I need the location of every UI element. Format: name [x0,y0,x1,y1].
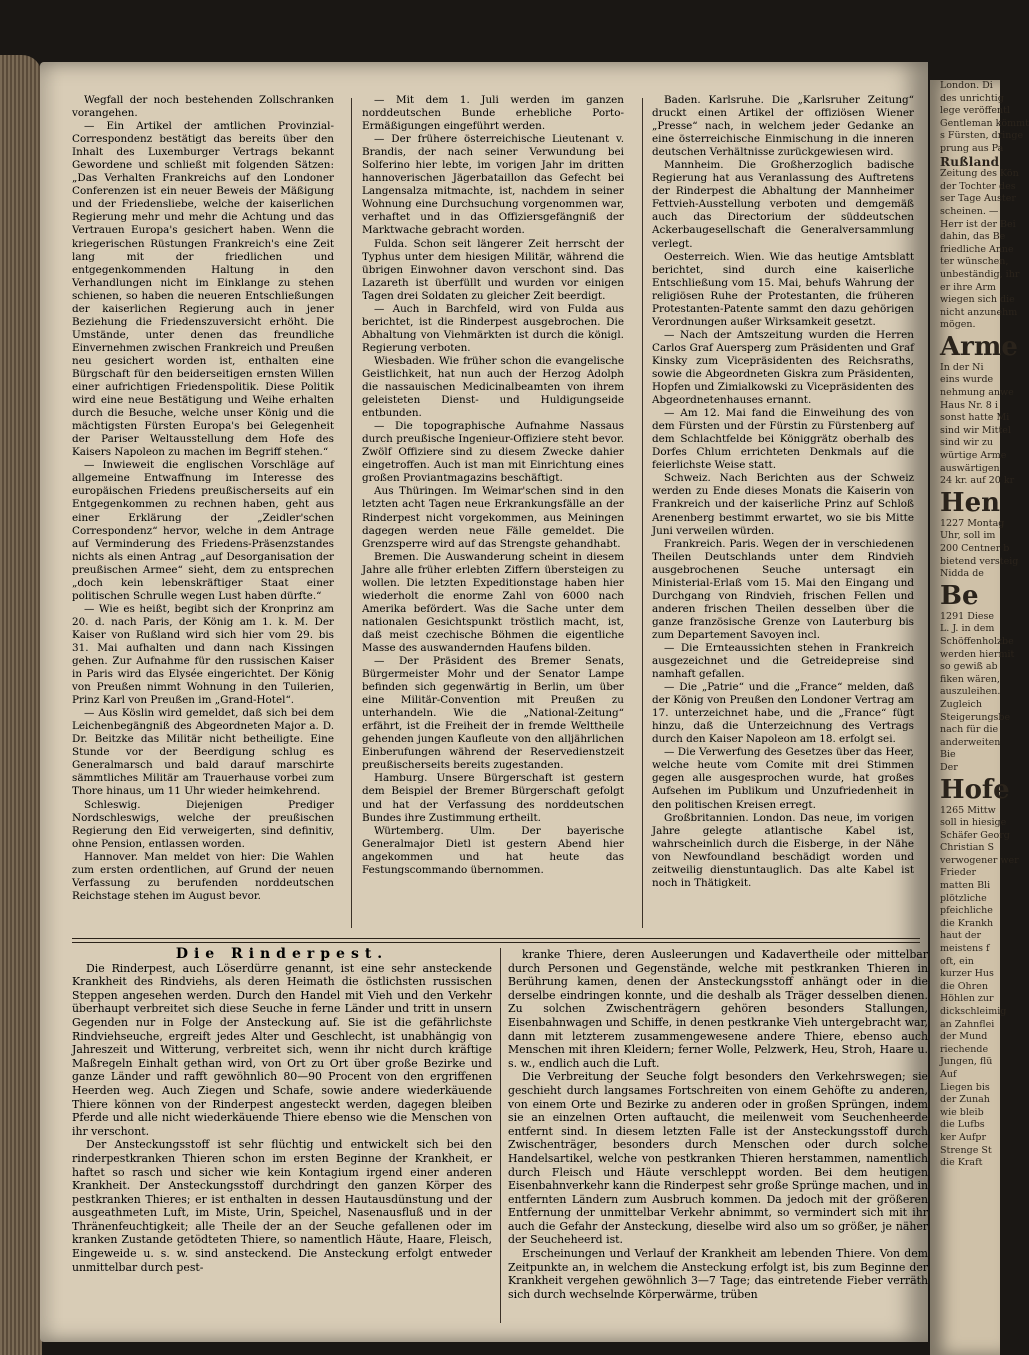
fragment-line: der Zunah [940,1094,990,1106]
fragment-line: Schöffenholzbe [940,635,1014,647]
paragraph: Fulda. Schon seit längerer Zeit herrscht der Typhus unter dem hiesigen Militär, während die übrigen Einwohner davon verschont sind. Das Lazareth ist überfüllt und wurden vor einigen Tagen drei Soldaten zu gleicher Zeit beerdigt. [362,237,624,302]
fragment-line: ter wünschen, [940,256,1009,268]
fragment-line: friedliche Anne [940,243,1014,255]
fragment-line: so gewiß ab [940,661,998,673]
fragment-line: Hen [940,487,1001,518]
fragment-line: Uhr, soll im [940,530,996,542]
fragment-line: bietend versteig [940,555,1019,567]
fragment-line: Haus Nr. 8 i [940,399,998,411]
column-3 [652,94,914,934]
paragraph: — Die Ernteaussichten stehen in Frankreich ausgezeichnet und die Getreidepreise sind namhaft gefallen. [652,641,914,681]
paragraph: — Die Verwerfung des Gesetzes über das Heer, welche heute vom Comite mit drei Stimmen gegen alle ausgesprochen wurde, hat großes Aufsehen im Publikum und Unzufriedenheit in den politischen Kreisen erregt. [652,746,914,811]
fragment-line: Liegen bis [940,1081,990,1093]
fragment-line: Nidda de [940,568,984,580]
feature-article [72,946,928,1328]
fragment-line: sind wir Mittel [940,424,1011,436]
fragment-line: werden hiermit [940,648,1015,660]
fragment-line: die Ohren [940,980,988,992]
fragment-line: dahin, das Be [940,231,1006,243]
fragment-line: Zeitung des Kön [940,168,1019,180]
fragment-line: Frieder [940,867,977,879]
fragment-line: 1291 Diese [940,610,994,622]
paragraph: Frankreich. Paris. Wegen der in verschiedenen Theilen Deutschlands unter dem Rindvieh ausgebrochenen Seuche untersagt ein Ministerial-Erlaß vom 15. Mai den Eingang und Durchgang von Rindvieh, frischen Fellen und anderen frischen Theilen desselben über die ganze französische Grenze von Lauterburg bis zum Departement Savoyen incl. [652,537,914,641]
fragment-line: die Lufbs [940,1119,985,1131]
fragment-line: mögen. [940,319,976,331]
fragment-line: prung aus Pa [940,142,1004,154]
paragraph: — Mit dem 1. Juli werden im ganzen norddeutschen Bunde erhebliche Porto-Ermäßigungen eingeführt werden. [362,94,624,133]
column-rule [500,948,501,1323]
fragment-line: Herr ist der Bei [940,218,1016,230]
fragment-line: 200 Centner b [940,543,1010,554]
paragraph: Wiesbaden. Wie früher schon die evangelische Geistlichkeit, hat nun auch der Herzog Adolph die nassauischen Medicinalbeamten von ihrem geleisteten Dienst- und Huldigungseide entbunden. [362,354,624,420]
fragment-line: Gentleman kömmt [940,117,1029,129]
fragment-line: matten Bli [940,880,991,892]
paragraph: Die Rinderpest, auch Löserdürre genannt, ist eine sehr ansteckende Krankheit des Rindviehs, als deren Heimath die östlichsten russischen Steppen angesehen werden. Durch den Handel mit Vieh und den Verkehr überhaupt verbreitet sich diese Seuche in ferne Länder und tritt in unsern Gegenden nur in Folge der Ansteckung auf. Sie ist die gefährlichste Rindviehseuche, ergreift jedes Alter und Geschlecht, ist unabhängig von Jahreszeit und Witterung, verbreitet sich, wenn ihr nicht durch kräftige Maßregeln Einhalt gethan wird, von Ort zu Ort über große Bezirke und ganze Länder und rafft gewöhnlich 80—90 Procent von den ergriffenen Heerden weg. Auch Ziegen und Schafe, sowie andere wiederkäuende Thiere können von der Rinderpest angesteckt werden, dagegen bleiben Pferde und alle nicht wiederkäuende Thiere ebenso wie die Menschen von ihr verschont. [72,961,492,1138]
fragment-line: Christian S [940,842,995,854]
fragment-line: pfeichliche [940,905,993,917]
fragment-line: 1227 Montag [940,517,1005,529]
fragment-line: kurzer Hus [940,968,994,980]
column-1 [72,94,334,934]
column-2 [362,94,624,934]
fragment-line: nehmung anwe [940,387,1014,399]
column-rule [351,98,352,928]
paragraph: Hannover. Man meldet von hier: Die Wahlen zum ersten ordentlichen, auf Grund der neuen Verfassung zu berufenden norddeutschen Reichstage stehen im August bevor. [72,850,334,902]
fragment-line: dickschleimig [940,1006,1007,1017]
feature-left-column [72,948,492,1328]
fragment-line: oft, ein [940,955,974,967]
fragment-line: 1265 Mittw [940,804,996,816]
paragraph: — Ein Artikel der amtlichen Provinzial-Correspondenz bestätigt das bereits über den Inhalt des Luxemburger Vertrags bekannt Gewordene und schließt mit folgenden Sätzen: „Das Verhalten Frankreichs auf den Londoner Conferenzen ist ein neuer Beweis der Mäßigung und der Friedensliebe, welche der kaiserlichen Regierung mehr und mehr die Achtung und das Vertrauen Europa's gesichert haben. Wenn die kriegerischen Rüstungen Frankreich's eine Zeit lang mit der friedlichen und entgegenkommenden Haltung in den Verhandlungen nicht im Einklange zu stehen schienen, so haben die neueren Entschließungen der kaiserlichen Regierung auch in jener Beziehung die Friedenszuversicht erhöht. Die Umstände, unter denen das freundliche Einvernehmen zwischen Frankreich und Preußen neu gesichert worden ist, enthalten eine Bürgschaft für den beiderseitigen ernsten Willen einer aufrichtigen Friedenspolitik. Diese Politik wird eine neue Bestätigung und Weihe erhalten durch die Besuche, welche unser König und die mächtigsten Fürsten Europa's bei Gelegenheit der Pariser Weltausstellung dem Hofe des Kaisers Napoleon zu machen im Begriff stehen.“ [72,120,334,459]
fragment-line: In der Ni [940,361,984,373]
fragment-line: unbeständig, ihr [940,268,1020,280]
fragment-line: meistens f [940,943,990,955]
paragraph: — Am 12. Mai fand die Einweihung des von dem Fürsten und der Fürstin zu Fürstenberg auf dem Schlachtfelde bei Königgrätz oberhalb des Dorfes Chlum errichteten Denkmals auf die feierlichste Weise statt. [652,407,914,472]
paragraph: Der Ansteckungsstoff ist sehr flüchtig und entwickelt sich bei den rinderpestkranken Thieren schon im ersten Beginne der Krankheit, er haftet so rasch und sicher wie kein Kontagium irgend einer anderen Krankheit. Der Ansteckungsstoff durchdringt den ganzen Körper des pestkranken Thieres; er ist enthalten in dessen Hautausdünstung und der ausgeathmeten Luft, im Miste, Urin, Speichel, Nasenausfluß und in der Thränenfeuchtigkeit; alle Theile der an der Seuche gefallenen oder im kranken Zustande getödteten Thiere, so namentlich Häute, Haare, Fleisch, Eingeweide u. s. w. sind ansteckend. Die Ansteckung erfolgt entweder unmittelbar durch pest- [72,1138,492,1274]
paragraph: Schleswig. Diejenigen Prediger Nordschleswigs, welche der preußischen Regierung den Eid verweigerten, sind definitiv, ohne Pension, entlassen worden. [72,798,334,850]
fragment-line: Bie [940,749,956,761]
fragment-line: fiken wären, [940,673,1000,685]
fragment-line: an Zahnflei [940,1018,995,1030]
fragment-line: des unrichtig [940,92,1004,104]
adjacent-page-fragment [930,80,1029,1355]
fragment-line: soll in hiesige [940,817,1007,829]
fragment-line: Strenge St [940,1144,992,1156]
paragraph: Mannheim. Die Großherzoglich badische Regierung hat aus Veranlassung des Auftretens der Rinderpest die Abhaltung der Mannheimer Fettvieh-Ausstellung verboten und demgemäß auch das Directorium der süddeutschen Ackerbaugesellschaft die Generalversammlung verlegt. [652,159,914,250]
fragment-line: Steigerungsbe [940,711,1011,723]
fragment-line: Der [940,761,958,773]
paragraph: — Die topographische Aufnahme Nassaus durch preußische Ingenieur-Offiziere steht bevor. Zwölf Offiziere sind zu diesem Zwecke dahier eingetroffen. Auch ist man mit Einrichtung eines großen Proviantmagazins beschäftigt. [362,420,624,485]
fragment-line: s Fürsten, dringe [940,130,1024,142]
paragraph: Wegfall der noch bestehenden Zollschranken vorangehen. [72,94,334,120]
fragment-line: wiegen sich die [940,294,1015,306]
fragment-line: L. J. in dem [940,623,995,635]
fragment-line: riechende [940,1043,989,1055]
fragment-line: nach für die [940,724,999,736]
fragment-line: Be [940,580,979,611]
fragment-line: eins wurde [940,374,994,386]
fragment-line: Jungen, flü [940,1056,993,1068]
fragment-line: der Tochter des [940,180,1016,192]
fragment-line: nicht anzunehm [940,306,1018,318]
fragment-line: 24 kr. auf 20 kr [940,475,1015,487]
paragraph: — Aus Köslin wird gemeldet, daß sich bei dem Leichenbegängniß des Abgeordneten Major a. D. Dr. Beitzke das Militär nicht betheiligte. Eine Stunde vor der Beerdigung schlug es Generalmarsch und bald darauf marschirte sämmtliches Militär am Trauerhause vorbei zum Thore hinaus, um 11 Uhr wieder heimkehrend. [72,707,334,798]
paragraph: — Wie es heißt, begibt sich der Kronprinz am 20. d. nach Paris, der König am 1. k. M. Der Kaiser von Rußland wird sich hier vom 29. bis 31. Mai aufhalten und dann nach Kissingen gehen. Zur Aufnahme für den russischen Kaiser in Paris wird das Elysée eingerichtet. Der König von Preußen nimmt Wohnung in den Tuilerien, Prinz Karl von Preußen im „Grand-Hotel“. [72,602,334,707]
fragment-line: wie bleib [940,1106,984,1118]
fragment-line: Höhlen zur [940,993,994,1005]
paragraph: Die Verbreitung der Seuche folgt besonders den Verkehrswegen; sie geschieht durch langsames Fortschreiten von einem Gehöfte zu anderen, von einem Orte und Bezirke zu anderen oder in großen Sprüngen, indem sie an einzelnen Orten auftaucht, die meilenweit vom Seuchenheerde entfernt sind. In diesem letzten Falle ist der Ansteckungsstoff durch Zwischenträger, besonders durch Menschen oder durch solche Handelsartikel, welche von pestkranken Thieren herstammen, namentlich durch Fleisch und Häute verschleppt worden. Bei dem heutigen Eisenbahnverkehr kann die Rinderpest sehr große Sprünge machen, und in entfernten Ländern zum Ausbruch kommen. Da jedoch mit der größeren Entfernung der unmittelbar Verkehr abnimmt, so vermindert sich mit ihr auch die Gefahr der Ansteckung, dieselbe wird also um so größer, je näher der Seucheheerd ist. [508,1070,928,1247]
fragment-line: er ihre Arm [940,281,996,293]
paragraph: Baden. Karlsruhe. Die „Karlsruher Zeitung“ druckt einen Artikel der offiziösen Wiener „Presse“ nach, in welchem jeder Gedanke an eine österreichische Einmischung in die inneren deutschen Verhältnisse zurückgewiesen wird. [652,94,914,159]
fragment-line: auszuleihen. [940,686,1001,698]
paragraph: — Nach der Amtszeitung wurden die Herren Carlos Graf Auersperg zum Präsidenten und Graf Kinsky zum Vicepräsidenten des Reichsraths, sowie die Abgeordneten Giskra zum Präsidenten, Hopfen und Zimialkowski zu Vicepräsidenten des Abgeordnetenhauses ernannt. [652,328,914,407]
fragment-line: auswärtigen [940,462,1000,474]
column-rule [642,98,643,928]
fragment-line: haut der [940,930,981,942]
paragraph: Oesterreich. Wien. Wie das heutige Amtsblatt berichtet, sind durch eine kaiserliche Entschließung vom 15. Mai, behufs Wahrung der religiösen Ruhe der Protestanten, die früheren Protestanten-Patente sammt den dazu gehörigen Verordnungen außer Wirksamkeit gesetzt. [652,250,914,328]
fragment-line: die Krankh [940,917,994,929]
paragraph: — Die „Patrie“ und die „France“ melden, daß der König von Preußen den Londoner Vertrag am 17. unterzeichnet habe, und die „France“ fügt hinzu, daß die Unterzeichnung des Vertrags durch den Kaiser Napoleon am 18. erfolgt sei. [652,681,914,746]
paragraph: Hamburg. Unsere Bürgerschaft ist gestern dem Beispiel der Bremer Bürgerschaft gefolgt und hat der Verfassung des norddeutschen Bundes ihre Zustimmung ertheilt. [362,772,624,824]
paragraph: — Der Präsident des Bremer Senats, Bürgermeister Mohr und der Senator Lampe befinden sich gegenwärtig in Berlin, um über eine Militär-Convention mit Preußen zu unterhandeln. Wie die „National-Zeitung“ erfährt, ist die Freiheit der in fremde Welttheile gehenden jungen Kaufleute von den alljährlichen Einberufungen während der Reservedienstzeit preußischerseits bereits zugestanden. [362,655,624,772]
fragment-line: Hofe [940,774,1010,805]
article-title: Die Rinderpest. [175,946,389,962]
fragment-line: der Mund [940,1031,988,1043]
fragment-line: sonst hatte Mi [940,412,1010,424]
paragraph: — Auch in Barchfeld, wird von Fulda aus berichtet, ist die Rinderpest ausgebrochen. Die Abhaltung von Viehmärkten ist durch die königl. Regierung verboten. [362,302,624,354]
paragraph: — Inwieweit die englischen Vorschläge auf allgemeine Entwaffnung im Interesse des europäischen Friedens preußischerseits auf ein Entgegenkommen zu rechnen haben, geht aus einer Erklärung der „Zeidler'schen Correspondenz“ hervor, welche in dem Antrage auf Verminderung des Friedens-Präsenzstandes nichts als einen Antrag „auf Desorganisation der preußischen Armee“ sieht, dem zu entsprechen „doch kein lebenskräftiger Staat einer politischen Schrulle wegen Lust haben dürfte.“ [72,459,334,602]
paragraph: Bremen. Die Auswanderung scheint in diesem Jahre alle früher erlebten Ziffern übersteigen zu wollen. Die letzten Expeditionstage haben hier wiederholt die enorme Zahl von 6000 nach Amerika befördert. Was die Sache unter dem nationalen Gesichtspunkt tröstlich macht, ist, daß meist czechische Böhmen die eigentliche Masse des auswandernden Haufens bilden. [362,550,624,654]
fragment-line: London. Di [940,80,993,91]
fragment-line: Auf [940,1068,957,1080]
fragment-line: plötzliche [940,892,987,904]
fragment-line: ker Aufpr [940,1131,987,1143]
book-edge [0,55,42,1355]
paragraph: — Der frühere österreichische Lieutenant v. Brandis, der nach seiner Verwundung bei Solferino hier lebte, im vorigen Jahr im dritten hannoverischen Jägerbataillon das Gefecht bei Langensalza mitmachte, ist, nachdem in seiner Wohnung eine Durchsuchung vorgenommen war, verhaftet und in das Offiziersgefängniß der Marktwache gebracht worden. [362,133,624,237]
news-columns [72,94,920,934]
fragment-line: anderweiten [940,736,1001,748]
section-divider [72,938,920,943]
fragment-line: scheinen. — [940,205,999,217]
paragraph: kranke Thiere, deren Ausleerungen und Kadavertheile oder mittelbar durch Personen und Gegenstände, welche mit pestkranken Thieren in Berührung kamen, denen der Ansteckungsstoff anhängt oder in die derselbe eindringen konnte, und die deshalb als Träger desselben dienen. Zu solchen Zwischenträgern gehören besonders Stallungen, Eisenbahnwagen und Schiffe, in denen pestkranke Vieh untergebracht war, dann mit letzterem zusammengewesene andere Thiere, ebenso auch Menschen mit ihren Kleidern; ferner Wolle, Pelzwerk, Heu, Stroh, Haare u. s. w., endlich auch die Luft. [508,948,928,1070]
paragraph: Schweiz. Nach Berichten aus der Schweiz werden zu Ende dieses Monats die Kaiserin von Frankreich und der kaiserliche Prinz auf Schloß Arenenberg bestimmt erwartet, wo sie bis Mitte Juni verweilen würden. [652,472,914,537]
fragment-line: Schäfer Georg [940,829,1010,841]
fragment-line: Zugleich [940,698,982,710]
fragment-line: Arme [940,331,1018,362]
fragment-line: lege veröffentl [940,105,1010,117]
fragment-line: sind wir zu [940,437,993,449]
fragment-line: Rußland [940,154,1000,169]
fragment-line: ser Tage Auster [940,193,1016,205]
paragraph: Aus Thüringen. Im Weimar'schen sind in den letzten acht Tagen neue Erkrankungsfälle an der Rinderpest nicht vorgekommen, aus Meiningen dagegen werden neue Fälle gemeldet. Die Grenzsperre wird auf das Strengste gehandhabt. [362,485,624,550]
paragraph: Großbritannien. London. Das neue, im vorigen Jahre gelegte atlantische Kabel ist, wahrscheinlich durch die Eisberge, in der Nähe von Newfoundland beschädigt worden und zeitweilig dienstuntauglich. Das alte Kabel ist noch in Thätigkeit. [652,811,914,889]
fragment-line: würtige Arme [940,450,1007,462]
feature-right-column [508,948,928,1328]
paragraph: Erscheinungen und Verlauf der Krankheit am lebenden Thiere. Von dem Zeitpunkte an, in welchem die Ansteckung erfolgt ist, bis zum Beginne der Krankheit vergehen gewöhnlich 3—7 Tage; das eintretende Fieber verräth sich durch wechselnde Körperwärme, trüben [508,1247,928,1301]
fragment-line: die Kraft [940,1157,983,1169]
paragraph: Würtemberg. Ulm. Der bayerische Generalmajor Dietl ist gestern Abend hier angekommen und hat heute das Festungscommando übernommen. [362,824,624,876]
fragment-line: verwogener wer [940,854,1019,866]
